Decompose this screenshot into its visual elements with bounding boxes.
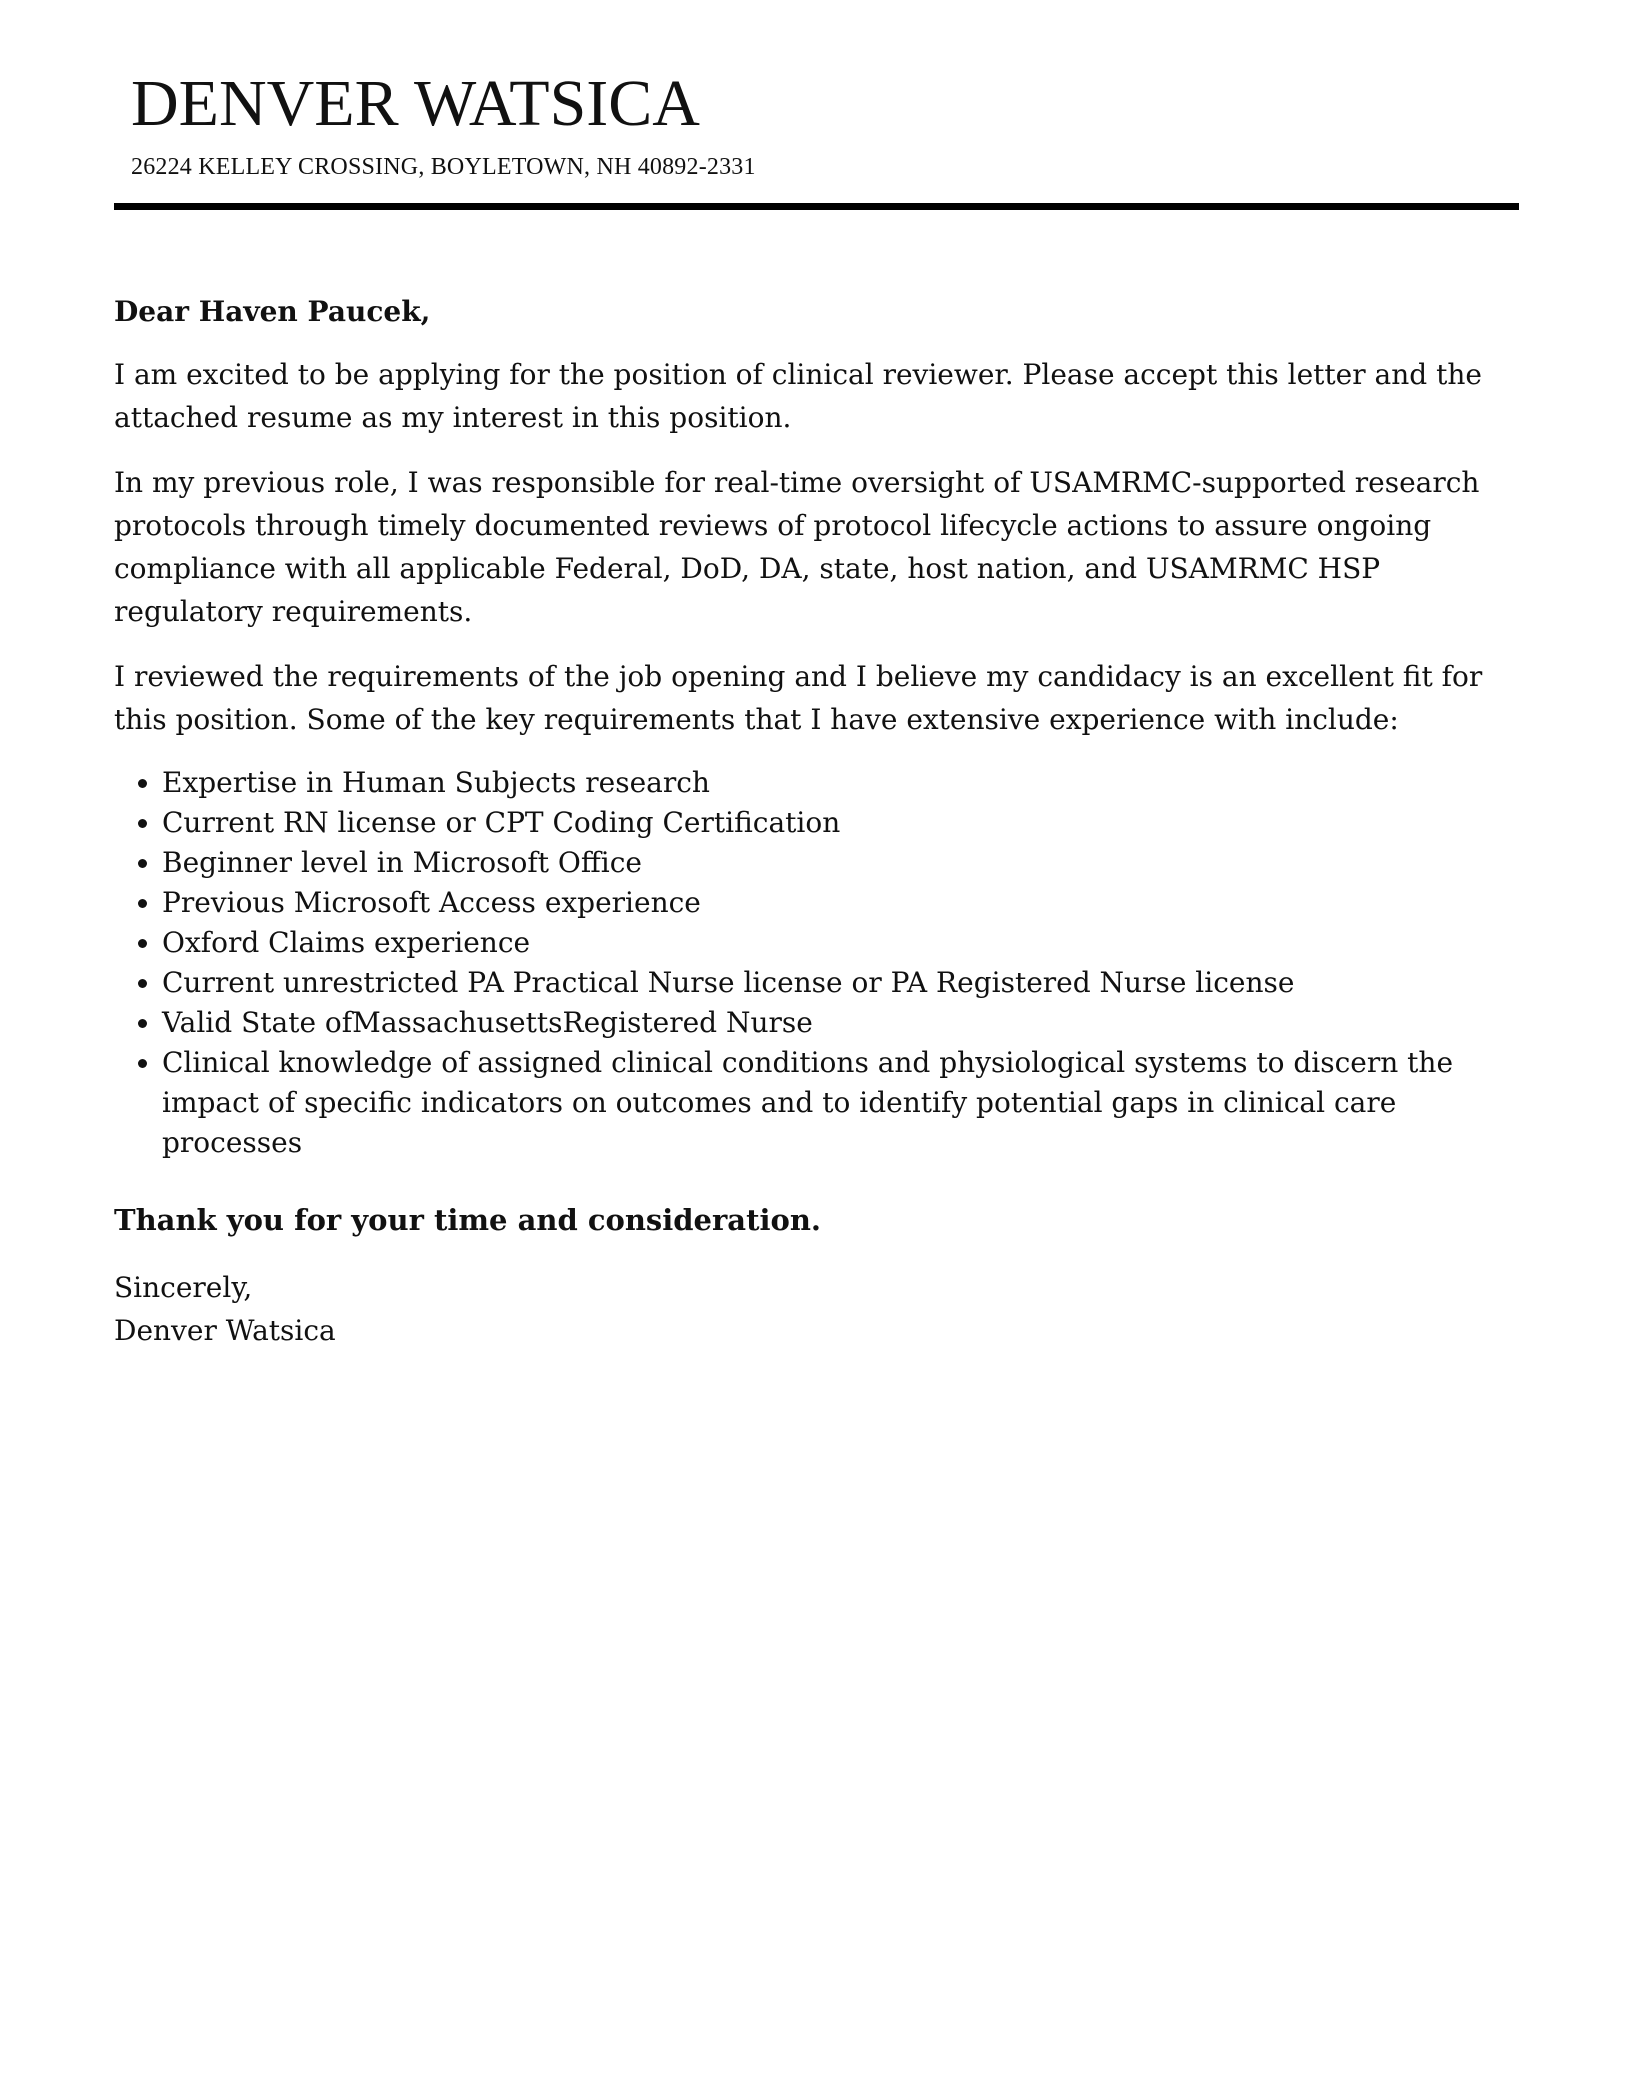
closing: Sincerely, <box>114 1271 253 1304</box>
list-item: • Oxford Claims experience <box>162 923 1519 963</box>
signature: Denver Watsica <box>114 1314 336 1347</box>
list-item: • Beginner level in Microsoft Office <box>162 843 1519 883</box>
applicant-name: DENVER WATSICA <box>131 67 700 140</box>
applicant-address: 26224 KELLEY CROSSING, BOYLETOWN, NH 40892-2331 <box>131 154 756 180</box>
letter-header <box>131 66 1511 182</box>
intro-paragraph: I am excited to be applying for the position of clinical reviewer. Please accept this letter and the attached resume as my interest in this position. <box>114 358 1482 434</box>
list-item: • Clinical knowledge of assigned clinical conditions and physiological systems to discern the impact of specific indicators on outcomes and to identify potential gaps in clinical care processes <box>162 1043 1519 1163</box>
requirements-list <box>114 763 1519 1163</box>
salutation: Dear Haven Paucek, <box>114 295 431 328</box>
list-item: • Expertise in Human Subjects research <box>162 763 1519 803</box>
list-item: • Current RN license or CPT Coding Certification <box>162 803 1519 843</box>
list-item: • Valid State ofMassachusettsRegistered Nurse <box>162 1003 1519 1043</box>
letter-body <box>114 290 1519 1352</box>
fit-paragraph: I reviewed the requirements of the job opening and I believe my candidacy is an excellent fit for this position. Some of the key requirements that I have extensive experience with include: <box>114 660 1483 736</box>
experience-paragraph: In my previous role, I was responsible for real-time oversight of USAMRMC-supported research protocols through timely documented reviews of protocol lifecycle actions to assure ongoing compliance with all applicable Federal, DoD, DA, state, host nation, and USAMRMC HSP regulatory requirements. <box>114 466 1480 628</box>
thanks-line: Thank you for your time and consideration. <box>114 1203 822 1237</box>
header-divider <box>114 203 1519 210</box>
list-item: • Current unrestricted PA Practical Nurse license or PA Registered Nurse license <box>162 963 1519 1003</box>
list-item: • Previous Microsoft Access experience <box>162 883 1519 923</box>
